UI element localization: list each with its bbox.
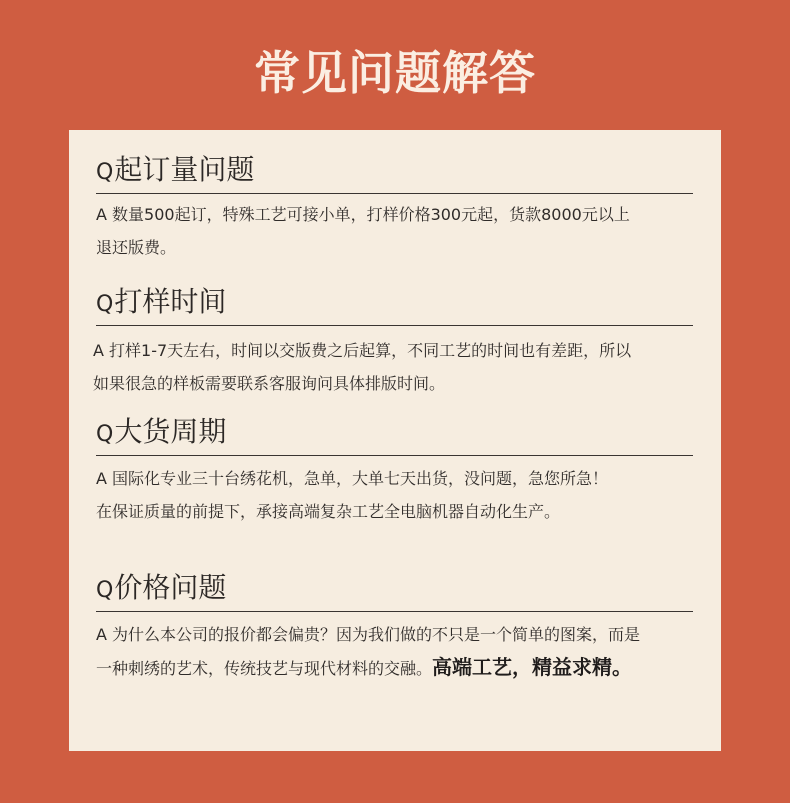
- answer-line-with-emphasis: [96, 651, 701, 685]
- page-title: 常见问题解答: [254, 46, 536, 100]
- faq-heading-text: 大货周期: [114, 415, 227, 448]
- faq-heading-text: 价格问题: [114, 571, 227, 604]
- answer-line: A 为什么本公司的报价都会偏贵？因为我们做的不只是一个简单的图案，而是: [96, 625, 641, 644]
- faq-answer-lead-time: [96, 462, 701, 528]
- answer-line: 在保证质量的前提下，承接高端复杂工艺全电脑机器自动化生产。: [96, 502, 561, 521]
- q-mark: Q: [96, 160, 114, 185]
- faq-panel: [69, 130, 721, 751]
- faq-heading-lead-time: [96, 414, 693, 456]
- q-mark: Q: [96, 292, 114, 317]
- faq-answer-price: [96, 618, 701, 685]
- emphasis-text: 高端工艺，精益求精。: [432, 655, 633, 679]
- answer-line-text: 一种刺绣的艺术，传统技艺与现代材料的交融。: [96, 659, 433, 678]
- faq-heading-text: 起订量问题: [114, 153, 255, 186]
- faq-heading-text: 打样时间: [114, 285, 227, 318]
- faq-heading-sampling: [96, 284, 693, 326]
- answer-line: A 打样1-7天左右，时间以交版费之后起算，不同工艺的时间也有差距，所以: [93, 341, 632, 360]
- faq-heading-price: [96, 570, 693, 612]
- answer-line: 退还版费。: [96, 238, 177, 257]
- q-mark: Q: [96, 422, 114, 447]
- faq-answer-sampling: [93, 334, 698, 400]
- answer-line: A 国际化专业三十台绣花机，急单，大单七天出货，没问题，急您所急！: [96, 469, 609, 488]
- faq-heading-moq: [96, 152, 693, 194]
- faq-answer-moq: [96, 198, 701, 264]
- answer-line: 如果很急的样板需要联系客服询问具体排版时间。: [93, 374, 446, 393]
- q-mark: Q: [96, 578, 114, 603]
- answer-line: A 数量500起订，特殊工艺可接小单，打样价格300元起，货款8000元以上: [96, 205, 630, 224]
